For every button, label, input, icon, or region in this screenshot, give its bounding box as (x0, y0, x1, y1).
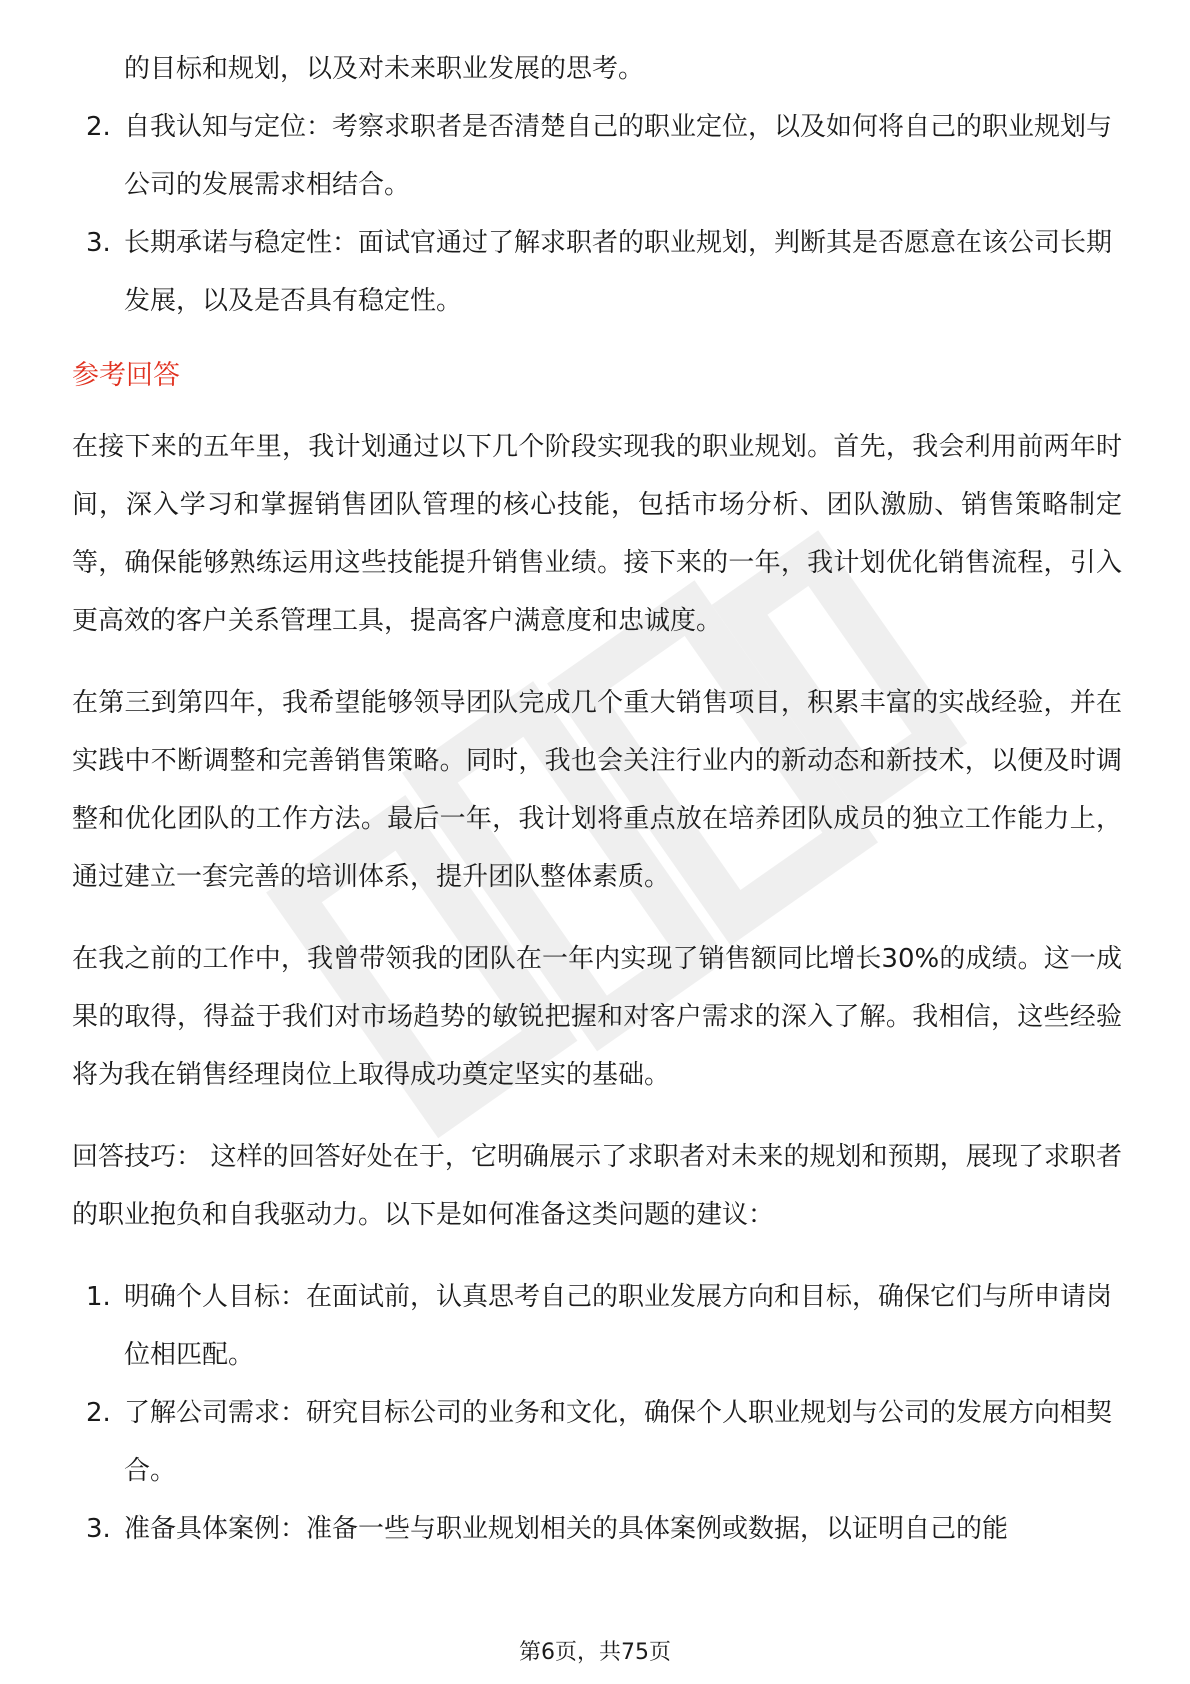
list-item-text: 长期承诺与稳定性：面试官通过了解求职者的职业规划，判断其是否愿意在该公司长期发展，以及是否具有稳定性。 (124, 228, 1113, 316)
preparation-tips-list (72, 1268, 1122, 1558)
list-number: 3. (86, 1514, 111, 1544)
paragraph-years-three-four: 在第三到第四年，我希望能够领导团队完成几个重大销售项目，积累丰富的实战经验，并在实践中不断调整和完善销售策略。同时，我也会关注行业内的新动态和新技术，以便及时调整和优化团队的工作方法。最后一年，我计划将重点放在培养团队成员的独立工作能力上，通过建立一套完善的培训体系，提升团队整体素质。 (72, 688, 1122, 892)
paragraph-answer-tips: 回答技巧： 这样的回答好处在于，它明确展示了求职者对未来的规划和预期，展现了求职者的职业抱负和自我驱动力。以下是如何准备这类问题的建议： (72, 1142, 1122, 1230)
section-heading-reference-answer: 参考回答 (72, 360, 180, 391)
list-number: 2. (86, 1398, 111, 1428)
list-item-text: 自我认知与定位：考察求职者是否清楚自己的职业定位，以及如何将自己的职业规划与公司的发展需求相结合。 (124, 112, 1113, 200)
paragraph-past-experience: 在我之前的工作中，我曾带领我的团队在一年内实现了销售额同比增长30%的成绩。这一成果的取得，得益于我们对市场趋势的敏锐把握和对客户需求的深入了解。我相信，这些经验将为我在销售经理岗位上取得成功奠定坚实的基础。 (72, 944, 1122, 1090)
evaluation-points-list (72, 98, 1122, 330)
continuation-line: 的目标和规划，以及对未来职业发展的思考。 (124, 54, 645, 84)
list-number: 3. (86, 228, 111, 258)
paragraph-five-year-plan: 在接下来的五年里，我计划通过以下几个阶段实现我的职业规划。首先，我会利用前两年时间，深入学习和掌握销售团队管理的核心技能，包括市场分析、团队激励、销售策略制定等，确保能够熟练运用这些技能提升销售业绩。接下来的一年，我计划优化销售流程，引入更高效的客户关系管理工具，提高客户满意度和忠诚度。 (72, 432, 1122, 636)
list-item-text: 准备具体案例：准备一些与职业规划相关的具体案例或数据，以证明自己的能 (124, 1514, 1009, 1544)
list-number: 1. (86, 1282, 111, 1312)
document-body (72, 40, 1122, 1558)
list-number: 2. (86, 112, 111, 142)
list-item-text: 了解公司需求：研究目标公司的业务和文化，确保个人职业规划与公司的发展方向相契合。 (124, 1398, 1113, 1486)
list-item (72, 1500, 1122, 1558)
list-item (72, 214, 1122, 330)
list-item (72, 1268, 1122, 1384)
list-item (72, 98, 1122, 214)
page-footer: 第6页，共75页 (519, 1640, 671, 1665)
list-item (72, 1384, 1122, 1500)
list-item-text: 明确个人目标：在面试前，认真思考自己的职业发展方向和目标，确保它们与所申请岗位相匹配。 (124, 1282, 1113, 1370)
